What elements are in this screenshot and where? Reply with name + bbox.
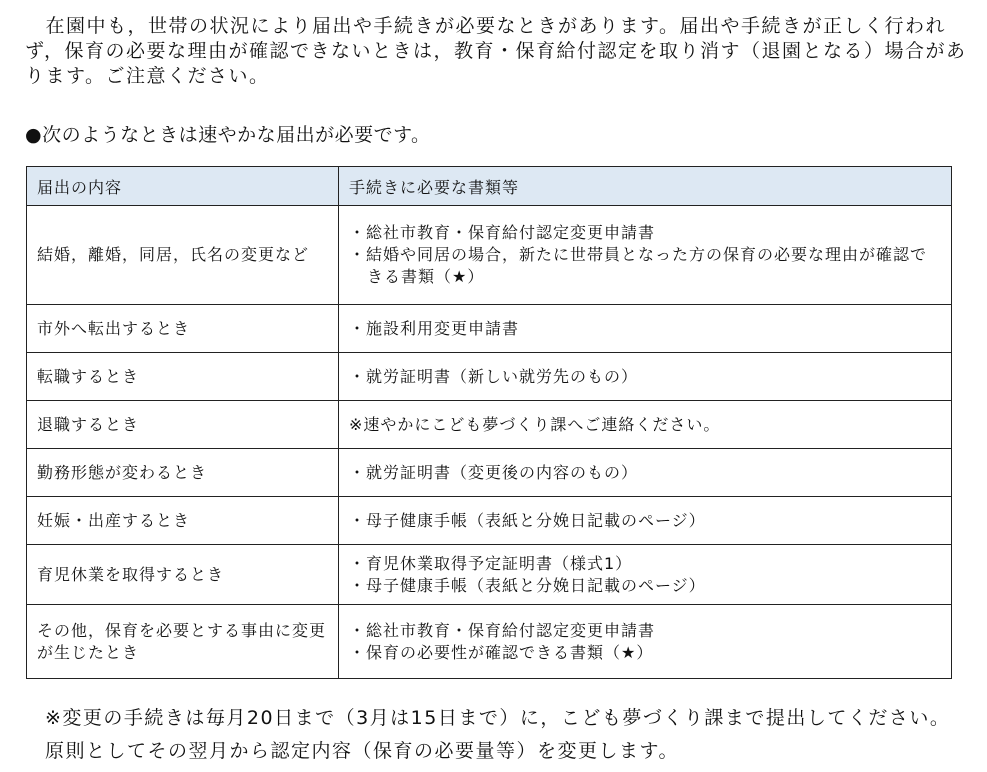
row-documents-cell [339, 401, 952, 449]
column-header-content: 届出の内容 [27, 167, 339, 206]
section-heading: ●次のようなときは速やかな届出が必要です。 [25, 124, 431, 146]
table-row [27, 605, 952, 679]
row-documents-cell [339, 497, 952, 545]
table-row [27, 497, 952, 545]
row-content-cell: 市外へ転出するとき [27, 305, 339, 353]
row-documents-cell [339, 353, 952, 401]
document-item: ・結婚や同居の場合，新たに世帯員となった方の保育の必要な理由が確認できる書類（★） [349, 245, 928, 286]
row-content-cell: 妊娠・出産するとき [27, 497, 339, 545]
table-row [27, 206, 952, 305]
row-content-cell: 勤務形態が変わるとき [27, 449, 339, 497]
document-item: ・総社市教育・保育給付認定変更申請書 [349, 223, 656, 242]
row-content-cell: 退職するとき [27, 401, 339, 449]
table-header-row [27, 167, 952, 206]
document-item: ・総社市教育・保育給付認定変更申請書 [349, 620, 656, 640]
intro-paragraph: 在園中も，世帯の状況により届出や手続きが必要なときがあります。届出や手続きが正しく行われず，保育の必要な理由が確認できないときは，教育・保育給付認定を取り消す（退園となる）場合があります。ご注意ください。 [25, 15, 967, 87]
row-documents-cell [339, 605, 952, 679]
document-item: ※速やかにこども夢づくり課へご連絡ください。 [349, 414, 721, 434]
row-documents-cell [339, 206, 952, 305]
row-documents-cell [339, 545, 952, 605]
document-item: ・母子健康手帳（表紙と分娩日記載のページ） [349, 575, 706, 595]
row-documents-cell [339, 449, 952, 497]
column-header-documents: 手続きに必要な書類等 [339, 167, 952, 206]
notification-table [26, 166, 952, 679]
table-row [27, 353, 952, 401]
table-row [27, 305, 952, 353]
footnote: ※変更の手続きは毎月20日まで（3月は15日まで）に，こども夢づくり課まで提出してください。原則としてその翌月から認定内容（保育の必要量等）を変更します。 [45, 707, 951, 762]
row-content-cell: 転職するとき [27, 353, 339, 401]
table-row [27, 545, 952, 605]
row-documents-cell [339, 305, 952, 353]
row-content-cell: 結婚，離婚，同居，氏名の変更など [27, 206, 339, 305]
document-item: ・就労証明書（変更後の内容のもの） [349, 462, 639, 482]
document-item: ・育児休業取得予定証明書（様式1） [349, 553, 633, 573]
row-content-cell: 育児休業を取得するとき [27, 545, 339, 605]
table-row [27, 449, 952, 497]
row-content-cell: その他，保育を必要とする事由に変更が生じたとき [27, 605, 339, 679]
document-item: ・就労証明書（新しい就労先のもの） [349, 366, 639, 386]
document-item: ・施設利用変更申請書 [349, 318, 520, 338]
document-item: ・母子健康手帳（表紙と分娩日記載のページ） [349, 510, 706, 530]
document-item: ・保育の必要性が確認できる書類（★） [349, 642, 654, 662]
table-row [27, 401, 952, 449]
